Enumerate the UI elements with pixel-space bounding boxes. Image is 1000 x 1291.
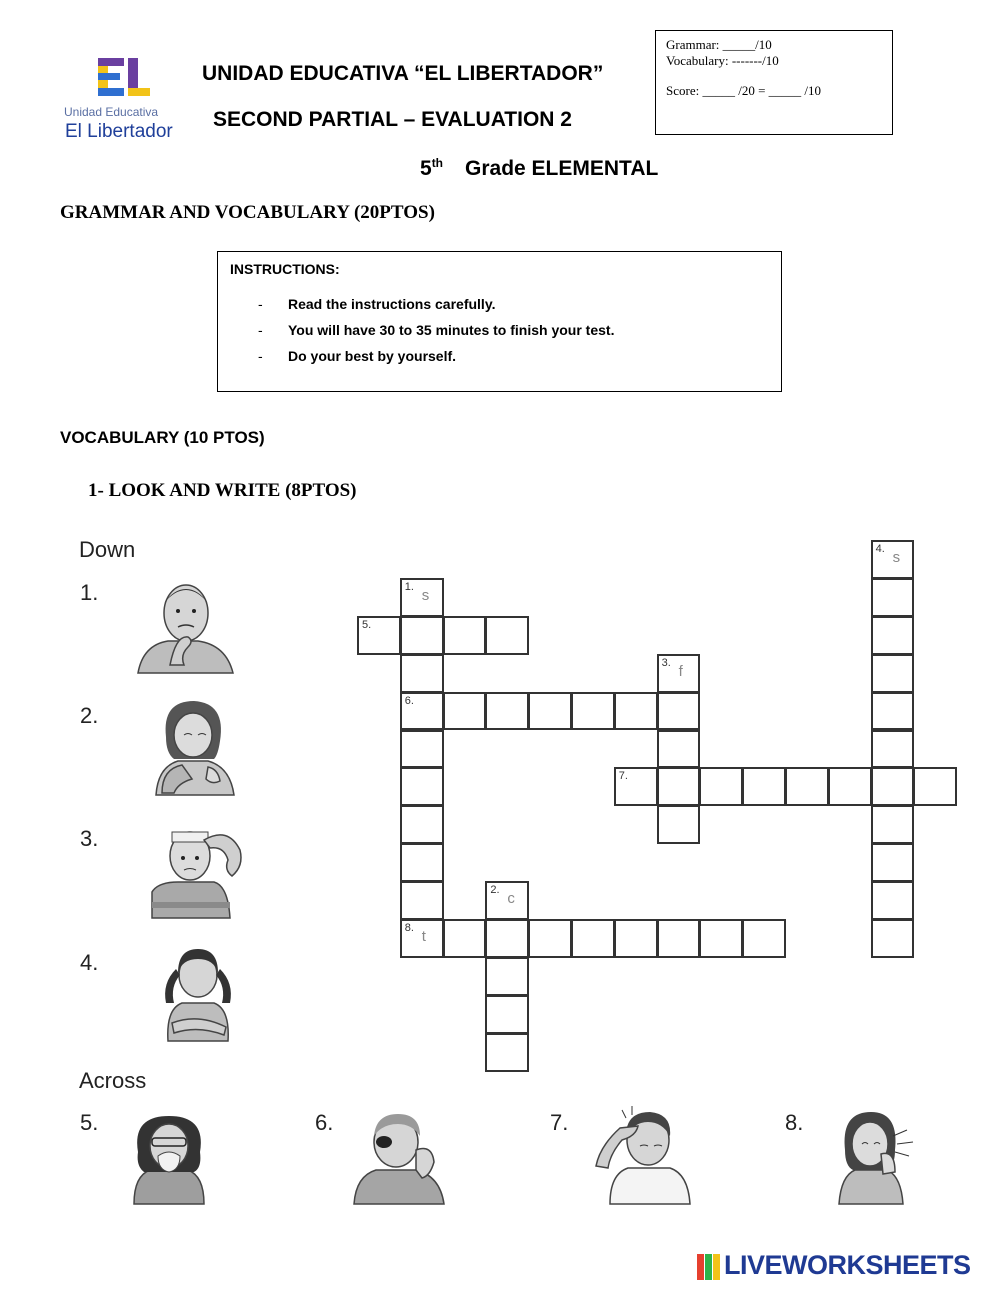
crossword-cell[interactable] (871, 730, 915, 769)
down-clue-number: 2. (80, 703, 99, 728)
stomachache-picture (158, 943, 238, 1043)
crossword-cell[interactable] (871, 843, 915, 882)
crossword-cell[interactable] (871, 767, 915, 806)
crossword-cell[interactable] (400, 767, 444, 806)
liveworksheets-logo-icon (697, 1254, 721, 1280)
vocabulary-score-line: Vocabulary: -------/10 (666, 53, 779, 68)
across-clue-number: 7. (550, 1110, 569, 1135)
grade-text: Grade ELEMENTAL (465, 157, 659, 180)
crossword-cell[interactable] (657, 767, 701, 806)
crossword-cell[interactable] (657, 730, 701, 769)
crossword-cell[interactable] (485, 616, 529, 655)
down-clue-number: 4. (80, 950, 99, 975)
grade-suffix: th (431, 156, 444, 170)
down-clue-number: 1. (80, 580, 99, 605)
instruction-item: - Do your best by yourself. (258, 348, 457, 364)
crossword-cell[interactable] (400, 654, 444, 693)
school-title: UNIDAD EDUCATIVA “EL LIBERTADOR” (202, 62, 604, 85)
crossword-cell[interactable] (571, 692, 615, 731)
crossword-cell[interactable] (485, 692, 529, 731)
crossword-cell[interactable] (400, 730, 444, 769)
crossword-cell[interactable] (871, 805, 915, 844)
down-label: Down (79, 537, 136, 562)
crossword-cell-number: 7. (618, 770, 628, 783)
crossword-cell[interactable] (400, 843, 444, 882)
crossword-cell[interactable] (871, 692, 915, 731)
crossword-cell[interactable] (785, 767, 829, 806)
crossword-cell[interactable] (657, 919, 701, 958)
crossword-cell-number: 6. (404, 694, 414, 707)
crossword-cell[interactable] (742, 919, 786, 958)
evaluation-title: SECOND PARTIAL – EVALUATION 2 (213, 108, 572, 131)
down-clue-number: 3. (80, 826, 99, 851)
crossword-cell[interactable] (913, 767, 957, 806)
crossword-cell[interactable] (400, 919, 444, 958)
earache-picture (350, 1110, 450, 1206)
grade-number: 5 (420, 157, 432, 180)
crossword-cell[interactable] (657, 692, 701, 731)
across-clue-number: 5. (80, 1110, 99, 1135)
across-clue-number: 8. (785, 1110, 804, 1135)
instruction-item: - You will have 30 to 35 minutes to finish your test. (258, 322, 615, 338)
crossword-cell-number: 8. (404, 922, 414, 934)
crossword-cell[interactable] (614, 692, 658, 731)
fever-picture (148, 820, 248, 920)
crossword-cell[interactable] (699, 767, 743, 806)
score-box (655, 30, 893, 135)
crossword-cell[interactable] (485, 957, 529, 996)
school-logo (60, 50, 190, 145)
vocabulary-title: VOCABULARY (10 PTOS) (60, 428, 265, 447)
across-clue-number: 6. (315, 1110, 334, 1135)
instructions-title: INSTRUCTIONS: (230, 261, 340, 277)
exercise-title: 1- LOOK AND WRITE (8PTOS) (88, 480, 357, 501)
headache-picture (592, 1106, 696, 1206)
instructions-box (217, 251, 782, 392)
crossword-cell[interactable] (871, 654, 915, 693)
crossword-cell[interactable] (400, 881, 444, 920)
crossword-cell[interactable] (657, 805, 701, 844)
crossword-cell-hint-letter: f (678, 662, 683, 680)
school-logo-mark (60, 50, 190, 105)
crossword-cell-hint-letter: s (421, 586, 430, 604)
crossword-cell-hint-letter: t (421, 928, 426, 945)
crossword-cell[interactable] (699, 919, 743, 958)
crossword-cell-number: 4. (875, 543, 885, 555)
instructions-list (258, 296, 614, 374)
logo-text-line2: El Libertador (65, 121, 173, 142)
crossword-cell[interactable] (871, 616, 915, 655)
crossword-cell[interactable] (400, 578, 444, 617)
crossword-cell[interactable] (443, 919, 487, 958)
toothache-picture (835, 1106, 917, 1206)
crossword-cell[interactable] (614, 767, 658, 806)
instruction-item: - Read the instructions carefully. (258, 296, 496, 312)
crossword-cell[interactable] (485, 1033, 529, 1072)
crossword-cell[interactable] (871, 578, 915, 617)
crossword-cell[interactable] (443, 692, 487, 731)
logo-text-line1: Unidad Educativa (64, 105, 159, 119)
crossword-cell-number: 5. (362, 618, 372, 631)
liveworksheets-brand: LIVEWORKSHEETS (724, 1250, 971, 1280)
crossword-cell[interactable] (571, 919, 615, 958)
crossword-cell-number: 1. (404, 580, 414, 593)
crossword-cell[interactable] (528, 692, 572, 731)
crossword-cell[interactable] (528, 919, 572, 958)
crossword-cell[interactable] (742, 767, 786, 806)
sore-throat-picture (128, 575, 238, 675)
crossword-cell[interactable] (400, 616, 444, 655)
crossword-cell[interactable] (485, 995, 529, 1034)
crossword-cell-hint-letter: c (507, 890, 515, 908)
crossword-cell[interactable] (485, 881, 529, 920)
cough-picture (148, 697, 238, 797)
crossword-cell[interactable] (871, 881, 915, 920)
crossword-cell-number: 3. (661, 656, 671, 669)
crossword-cell[interactable] (443, 616, 487, 655)
crossword-cell[interactable] (871, 919, 915, 958)
crossword-cell[interactable] (400, 692, 444, 731)
crossword-cell[interactable] (614, 919, 658, 958)
across-label: Across (79, 1068, 147, 1093)
crossword-cell[interactable] (657, 654, 701, 693)
crossword-cell[interactable] (871, 540, 915, 579)
crossword-cell-number: 2. (490, 884, 500, 897)
crossword-cell-hint-letter: s (892, 549, 901, 566)
sneeze-picture (128, 1112, 210, 1206)
crossword-cell[interactable] (400, 805, 444, 844)
liveworksheets-footer (697, 1250, 971, 1281)
grade-line (420, 156, 658, 181)
crossword-cell[interactable] (357, 616, 401, 655)
crossword-cell[interactable] (485, 919, 529, 958)
grammar-score-line: Grammar: _____/10 (666, 37, 772, 52)
crossword-cell[interactable] (828, 767, 872, 806)
total-score-line: Score: _____ /20 = _____ /10 (666, 83, 822, 98)
section-title: GRAMMAR AND VOCABULARY (20PTOS) (60, 202, 435, 223)
